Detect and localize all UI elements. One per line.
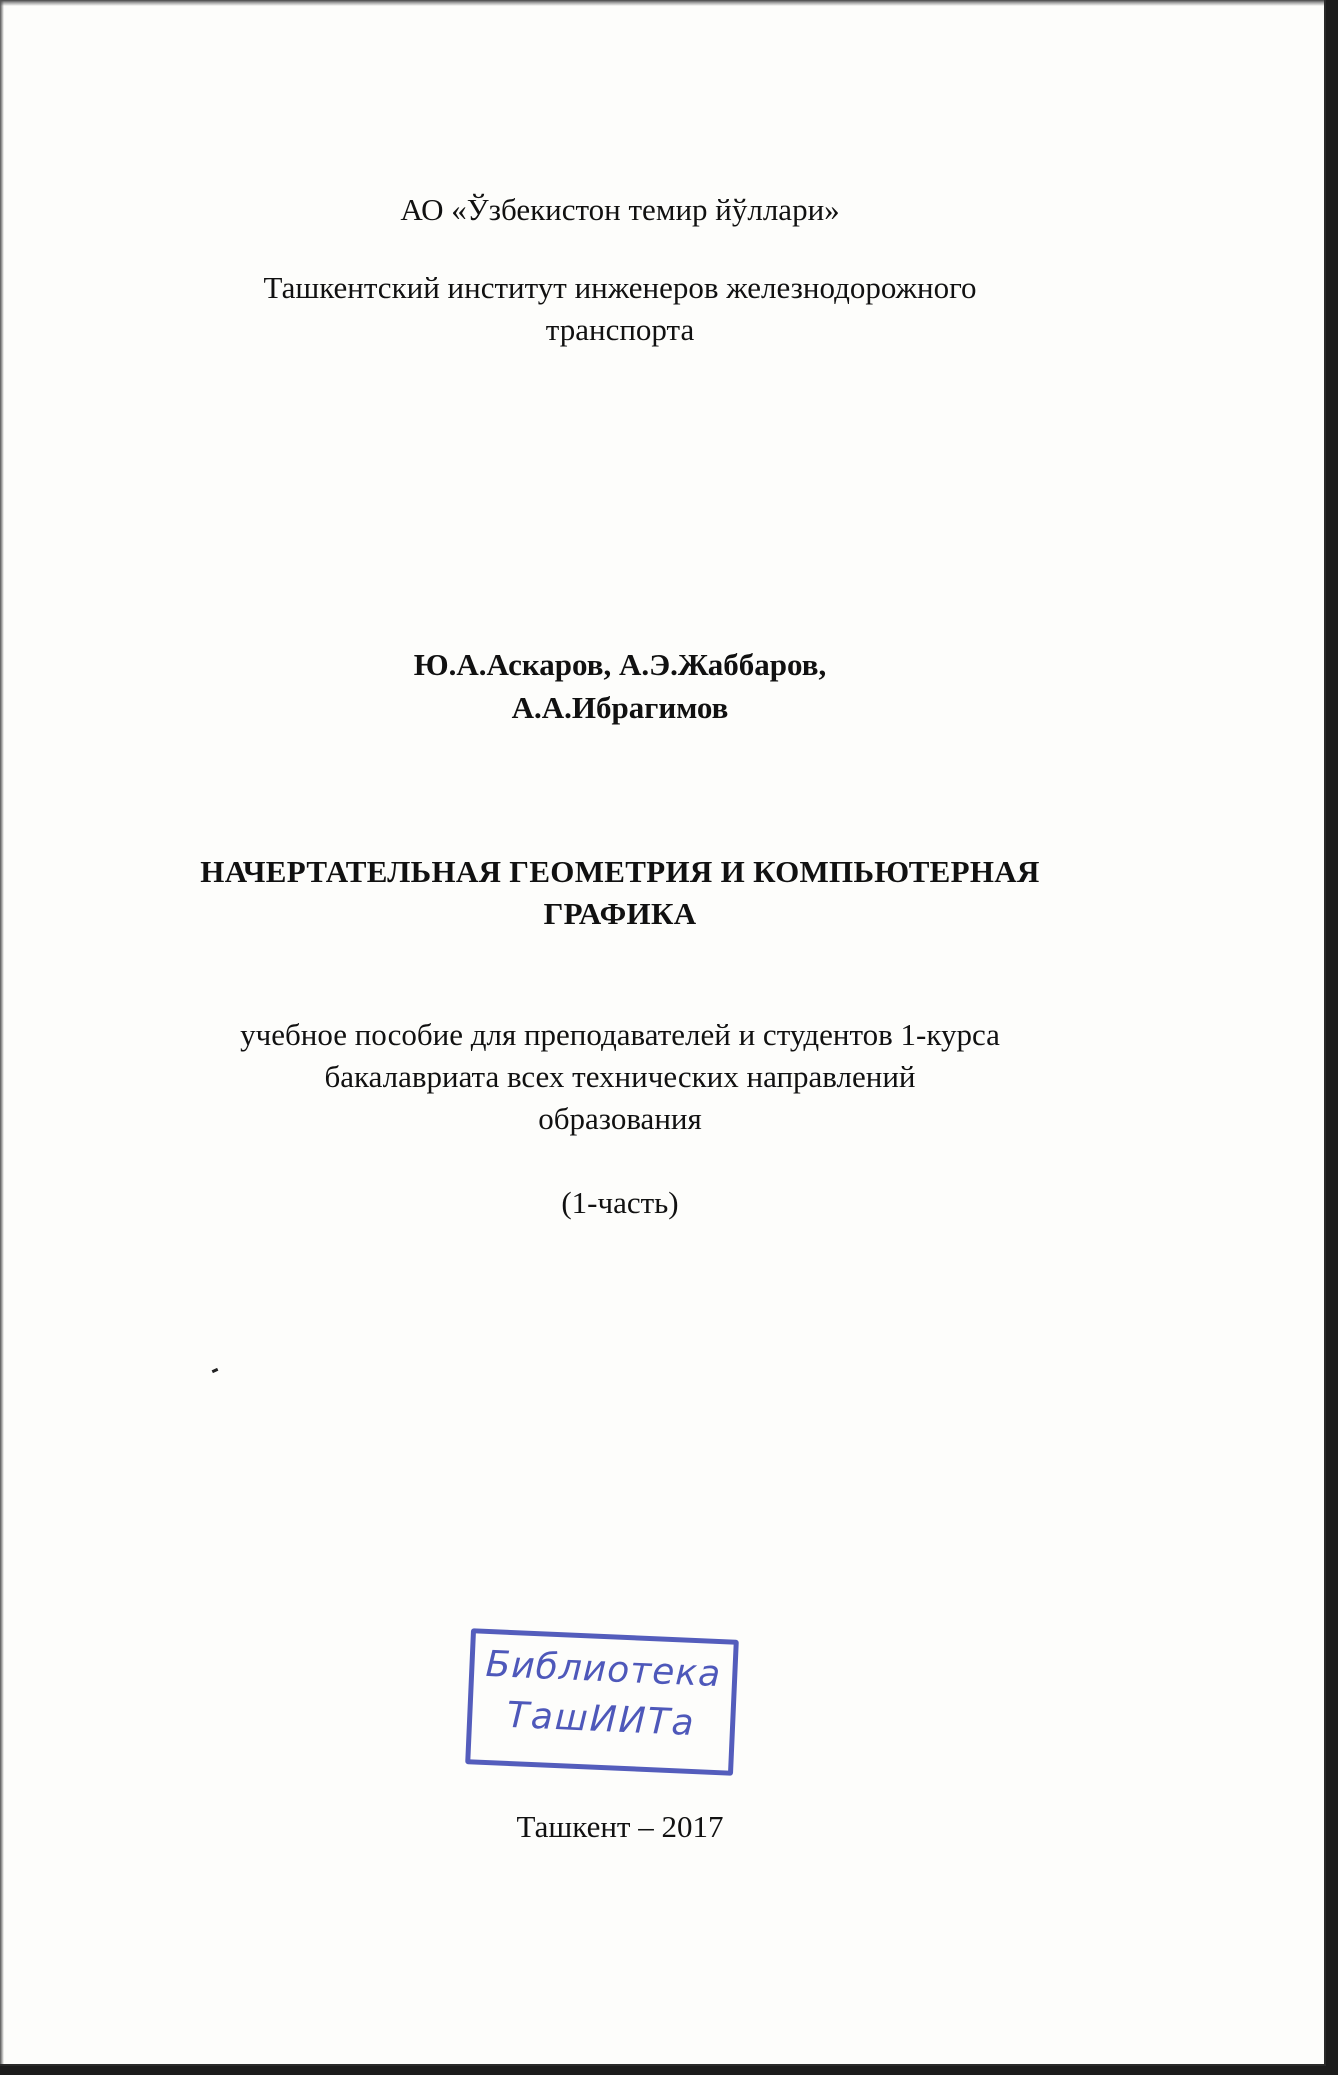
place-and-year: Ташкент – 2017	[516, 1809, 724, 1844]
library-stamp-line-2: ТашИИТа	[505, 1694, 697, 1745]
description-line-2: бакалавриата всех технических направлений	[324, 1059, 916, 1094]
institute-name-line-2: транспорта	[545, 312, 695, 347]
library-stamp	[465, 1628, 739, 1776]
organization-name: АО «Ўзбекистон темир йўллари»	[400, 192, 840, 227]
authors-line-1: Ю.А.Аскаров, А.Э.Жаббаров,	[413, 647, 827, 682]
institute-name-line-1: Ташкентский институт инженеров железнодорожного	[263, 270, 977, 305]
scan-speck	[212, 1368, 219, 1373]
description-line-1: учебное пособие для преподавателей и студентов 1-курса	[240, 1017, 1000, 1052]
book-title-line-1: НАЧЕРТАТЕЛЬНАЯ ГЕОМЕТРИЯ И КОМПЬЮТЕРНАЯ	[200, 854, 1040, 889]
authors-line-2: А.А.Ибрагимов	[511, 690, 729, 725]
scan-edge-top	[0, 0, 1324, 6]
description-line-3: образования	[538, 1101, 702, 1136]
library-stamp-line-1: Библиотека	[484, 1643, 723, 1696]
part-number: (1-часть)	[561, 1185, 679, 1220]
book-title-line-2: ГРАФИКА	[543, 896, 697, 931]
